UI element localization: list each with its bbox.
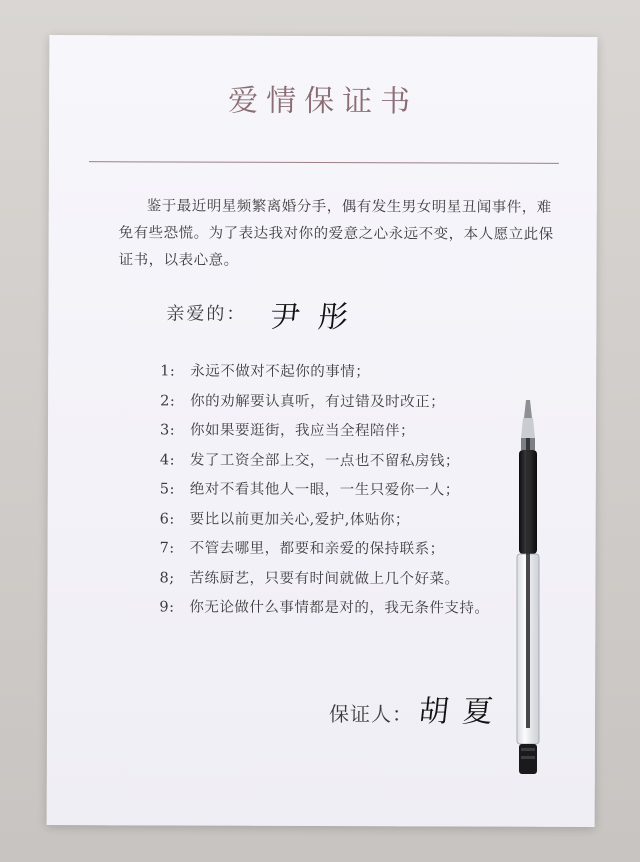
pledge-text: 你的劝解要认真听，有过错及时改正； bbox=[190, 393, 446, 410]
pledge-item bbox=[160, 475, 490, 506]
intro-paragraph: 鉴于最近明星频繁离婚分手，偶有发生男女明星丑闻事件，难免有些恐慌。为了表达我对你的爱意之心永远不变，本人愿立此保证书，以表心意。 bbox=[118, 198, 554, 269]
pledge-item bbox=[160, 446, 490, 477]
salutation-label: 亲爱的： bbox=[166, 303, 247, 325]
pledge-number: 2: bbox=[160, 392, 176, 409]
pledge-item bbox=[160, 534, 490, 565]
pledge-item bbox=[159, 593, 489, 624]
pledge-item bbox=[159, 564, 489, 595]
pledge-number: 1: bbox=[160, 363, 176, 380]
pledge-text: 你如果要逛街，我应当全程陪伴； bbox=[189, 422, 416, 440]
pledge-item bbox=[160, 357, 490, 388]
pledge-list bbox=[159, 357, 490, 624]
pledge-item bbox=[160, 505, 490, 536]
pledge-number: 9: bbox=[159, 599, 175, 616]
pledge-text: 永远不做对不起你的事情； bbox=[190, 363, 371, 381]
pledge-text: 不管去哪里，都要和亲爱的保持联系； bbox=[189, 540, 445, 558]
pledge-text: 你无论做什么事情都是对的，我无条件支持。 bbox=[189, 599, 490, 617]
pledge-text: 要比以前更加关心,爱护,体贴你； bbox=[189, 511, 410, 528]
pledge-item bbox=[160, 387, 490, 418]
pledge-item bbox=[160, 416, 490, 447]
pledge-number: 8; bbox=[159, 569, 175, 586]
pledge-number: 5: bbox=[159, 481, 175, 498]
pledge-text: 绝对不看其他人一眼，一生只爱你一人； bbox=[189, 481, 460, 499]
title-divider bbox=[89, 161, 559, 164]
pledge-number: 6: bbox=[159, 510, 175, 527]
document-title: 爱情保证书 bbox=[228, 83, 419, 120]
recipient-handwritten-name: 尹彤 bbox=[268, 299, 368, 336]
pledge-number: 4: bbox=[159, 451, 176, 468]
pledge-text: 苦练厨艺，只要有时间就做上几个好菜。 bbox=[189, 570, 460, 587]
signer-handwritten-name: 胡夏 bbox=[416, 694, 509, 730]
pledge-number: 3: bbox=[159, 422, 176, 439]
pledge-number: 7: bbox=[159, 540, 175, 557]
gel-pen-icon bbox=[508, 398, 548, 780]
signer-label: 保证人： bbox=[328, 702, 414, 727]
pledge-text: 发了工资全部上交，一点也不留私房钱； bbox=[189, 452, 460, 469]
